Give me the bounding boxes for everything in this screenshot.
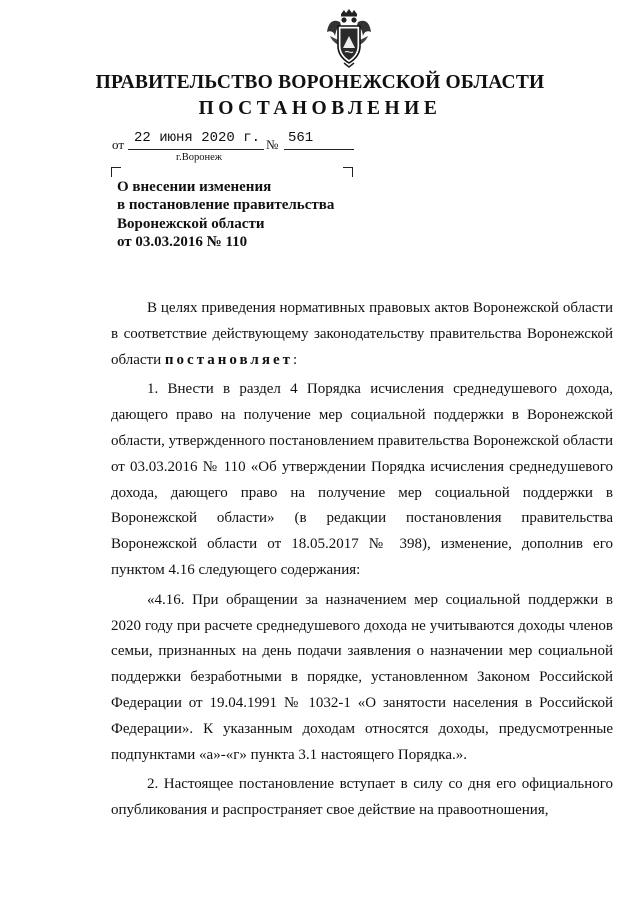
- city-label: г.Воронеж: [176, 152, 223, 163]
- subject-line: в постановление правительства: [117, 197, 335, 214]
- document-type: ПОСТАНОВЛЕНИЕ: [198, 98, 442, 119]
- subject-line: О внесении изменения: [117, 179, 272, 195]
- resolves-word: постановляет: [164, 351, 293, 368]
- date-prefix: от: [112, 137, 125, 152]
- document-date: 22 июня 2020 г.: [134, 130, 261, 146]
- date-number-row: [112, 130, 372, 154]
- clause-4-16-paragraph: «4.16. При обращении за назначением мер социальной поддержки в 2020 году при расчете среднедушевого дохода не учитываются доходы членов семьи, признанных на день подачи заявления о назначении мер социальной поддержки безработными в порядке, установленном Законом Российской Федерации от 19.04.1991 № 1032-1 «О занятости населения в Российской Федерации». К указанным доходам относятся доходы, предусмотренные подпунктами «а»-«г» пункта 3.1 настоящего Порядка.».: [111, 591, 613, 763]
- preamble-text: В целях приведения нормативных правовых актов Воронежской области в соответствие действующему законодательству правительства Воронежской области: [111, 300, 613, 368]
- date-underline: [128, 149, 264, 150]
- coat-of-arms-icon: [326, 8, 372, 68]
- subject-line: от 03.03.2016 № 110: [117, 233, 248, 250]
- government-title: ПРАВИТЕЛЬСТВО ВОРОНЕЖСКОЙ ОБЛАСТИ: [95, 72, 545, 93]
- subject-corner-right: [343, 167, 353, 177]
- document-body: [111, 296, 613, 824]
- clause-1-paragraph: 1. Внести в раздел 4 Порядка исчисления среднедушевого дохода, дающего право на получение мер социальной поддержки в Воронежской области, утвержденного постановлением правительства Воронежской области от 03.03.2016 № 110 «Об утверждении Порядка исчисления среднедушевого дохода, дающего право на получение мер социальной поддержки в Воронежской области» (в редакции постановления правительства Воронежской области от 18.05.2017 № 398), изменение, дополнив его пунктом 4.16 следующего содержания:: [111, 381, 613, 578]
- clause-2-paragraph: 2. Настоящее постановление вступает в силу со дня его официального опубликования и распространяет свое действие на правоотношения,: [111, 776, 613, 819]
- number-underline: [284, 149, 354, 150]
- preamble-paragraph: [111, 296, 613, 373]
- document-number: 561: [288, 130, 314, 146]
- number-prefix: №: [266, 137, 279, 152]
- document-subject: [117, 178, 334, 251]
- preamble-colon: :: [293, 351, 298, 368]
- subject-line: Воронежской области: [117, 215, 265, 232]
- subject-corner-left: [111, 167, 121, 177]
